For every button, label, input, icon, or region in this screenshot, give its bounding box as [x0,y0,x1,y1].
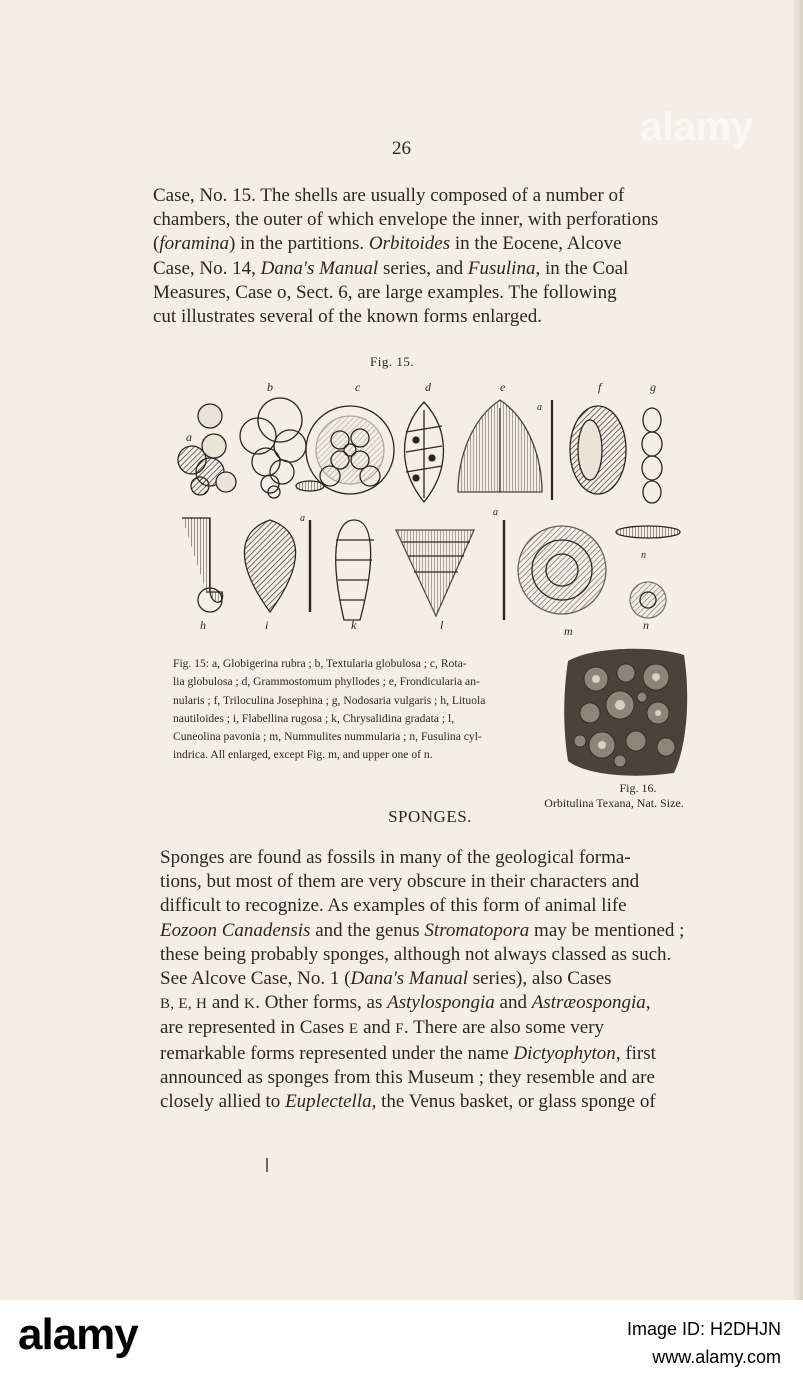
body-text: Eozoon Canadensis [160,919,311,941]
fig16-illustration [562,643,692,779]
sponges-paragraph [160,846,706,1114]
body-line [160,870,706,894]
body-line [160,846,706,870]
fig15-letter: k [351,618,357,632]
specimen-l [396,520,504,620]
intro-text: ) in the partitions. [229,233,369,255]
body-line [160,1042,706,1066]
fig15-caption-line: indrica. All enlarged, except Fig. m, and upper one of n. [173,748,433,762]
fig15-inner-letter: a [300,513,305,524]
intro-text: , in the Coal [535,257,629,279]
body-line [160,1016,706,1041]
body-text: B, E, H [160,996,208,1013]
body-text: may be mentioned ; [529,919,685,941]
page-edge-shadow [793,0,803,1300]
ink-mark [266,1158,268,1172]
fig15-letter: f [598,380,602,394]
fig15-letter: e [500,380,506,394]
intro-text: in the Eocene, Alcove [450,233,622,255]
body-line [160,967,706,991]
body-text: Dictyophyton [513,1042,616,1064]
fig15-letter: g [650,380,656,394]
body-text: Astylospongia [387,992,495,1014]
body-line [160,919,706,943]
fig15-letter: d [425,380,431,394]
specimen-f [570,406,626,494]
body-text: and [358,1017,396,1039]
body-line [160,991,706,1016]
intro-text: foramina [159,233,230,255]
intro-line [153,232,700,256]
intro-text: ( [153,233,160,255]
body-text: Astræospongia [531,992,646,1014]
specimen-h [182,518,223,612]
fig16-caption: Orbitulina Texana, Nat. Size. [544,796,684,810]
intro-text: chambers, the outer of which envelope the inner, with perforations [153,209,659,231]
fig16-label: Fig. 16. [619,781,657,795]
intro-text: Measures, Case o, Sect. 6, are large examples. The following [153,281,617,303]
body-text: difficult to recognize. As examples of this form of animal life [160,895,627,917]
body-text: . Other forms, as [255,992,388,1014]
fig15-caption-line: nautiloides ; i, Flabellina rugosa ; k, Chrysalidina gradata ; l, [173,711,455,725]
specimen-i [244,520,310,612]
body-text: closely allied to [160,1091,286,1113]
fig15-caption-line: nularis ; f, Triloculina Josephina ; g, Nodosaria vulgaris ; h, Lituola [173,693,486,707]
image-id: Image ID: H2DHJN [626,1319,781,1339]
body-text: remarkable forms represented under the name [160,1042,514,1064]
body-text: and the genus [310,919,425,941]
body-text: and [207,992,245,1014]
body-text: F [395,1021,404,1038]
fig15-caption-line: Fig. 15: a, Globigerina rubra ; b, Textularia globulosa ; c, Rota- [173,657,467,670]
page-number: 26 [392,138,411,159]
fig15-letter: h [200,618,206,632]
fig15-inner-letter: a [537,402,542,413]
fig15-caption [173,655,553,765]
body-text: K [244,996,256,1013]
intro-line [153,184,700,208]
intro-text: Dana's Manual [260,257,379,279]
fig15-letter: a [186,430,192,444]
body-text: Sponges are found as fossils in many of the geological forma- [160,847,631,868]
specimen-d [405,402,444,502]
body-line [160,1066,706,1090]
body-text: are represented in Cases [160,1017,349,1039]
intro-text: Orbitoides [368,233,451,255]
fig15-letter: i [265,618,269,632]
body-text: . There are also some very [403,1017,605,1039]
body-text: Euplectella [285,1091,372,1113]
fig15-caption-line: lia globulosa ; d, Grammostomum phyllodes ; e, Frondicularia an- [173,675,480,689]
section-heading: SPONGES. [388,807,472,826]
specimen-c [306,406,394,494]
body-text: , first [615,1042,656,1064]
intro-text: cut illustrates several of the known forms enlarged. [153,306,543,328]
intro-text: Case, No. 15. The shells are usually composed of a number of [153,185,625,206]
intro-line [153,208,700,232]
body-line [160,1090,706,1114]
body-text: these being probably sponges, although not always classed as such. [160,943,672,965]
specimen-e [458,400,552,500]
body-line [160,943,706,967]
specimen-b [240,398,324,498]
specimen-m [518,526,606,614]
body-line [160,894,706,918]
specimen-k [336,520,374,620]
body-text: Dana's Manual [350,968,469,990]
intro-text: Fusulina [467,257,536,279]
intro-text: series, and [378,257,468,279]
fig15-letter: n [641,550,646,561]
fig15-letter: c [355,380,361,394]
stock-url: www.alamy.com [652,1347,781,1367]
fig15-illustration [170,380,690,640]
intro-text: Case, No. 14, [153,257,261,279]
specimen-n [616,526,680,618]
body-text: tions, but most of them are very obscure in their characters and [160,871,640,893]
intro-paragraph [153,184,700,329]
body-text: series), also Cases [468,968,612,990]
fig15-label: Fig. 15. [370,354,415,369]
intro-line [153,257,700,281]
body-text: , [645,992,651,1014]
specimen-g [642,408,662,503]
body-text: , the Venus basket, or glass sponge of [371,1091,656,1113]
alamy-logo: alamy [18,1310,138,1359]
fig15-caption-line: Cuneolina pavonia ; m, Nummulites nummularia ; n, Fusulina cyl- [173,730,482,744]
body-text: See Alcove Case, No. 1 ( [160,968,351,990]
body-text: E [348,1021,359,1038]
body-text: announced as sponges from this Museum ; they resemble and are [160,1066,655,1088]
stock-watermark: alamy [640,105,754,149]
fig15-letter: l [440,618,444,632]
body-text: Stromatopora [424,919,530,941]
fig15-letter: n [643,618,649,632]
specimen-a [178,404,236,495]
fig15-letter: m [564,624,573,638]
body-text: and [494,992,532,1014]
intro-line [153,281,700,305]
fig15-inner-letter: a [493,507,498,518]
intro-line [153,305,700,329]
fig15-letter: b [267,380,273,394]
